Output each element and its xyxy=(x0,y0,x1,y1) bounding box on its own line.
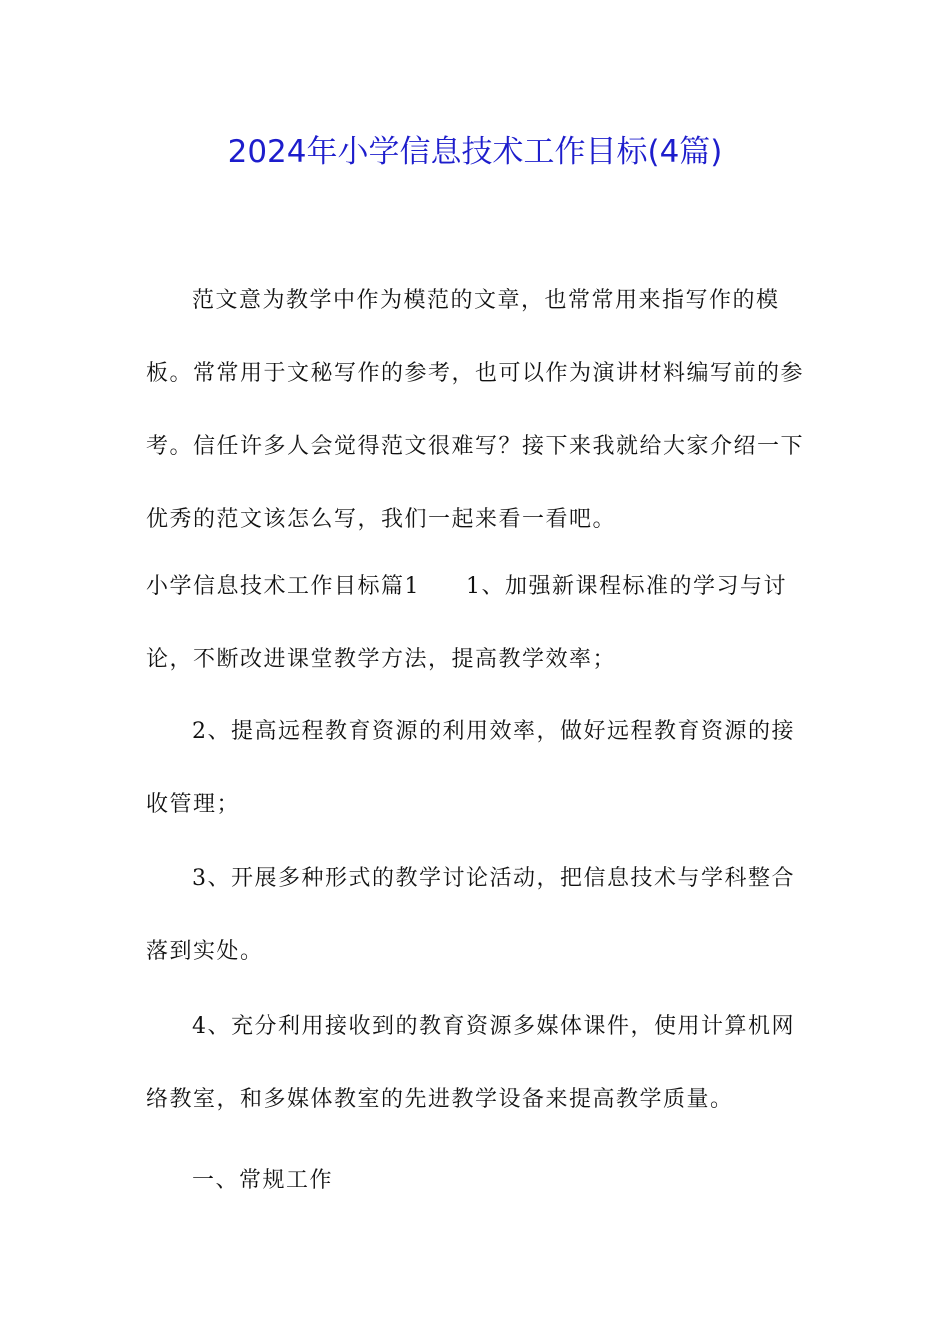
routine-work-heading: 一、常规工作 xyxy=(192,1168,334,1193)
intro-paragraph: 范文意为教学中作为模范的文章，也常常用来指写作的模板。常常用于文秘写作的参考，也可以作为演讲材料编写前的参考。信任许多人会觉得范文很难写？接下来我就给大家介绍一下优秀的范文该怎么写，我们一起来看一看吧。 xyxy=(146,288,805,532)
section-1-paragraph xyxy=(146,550,810,696)
item-2-paragraph: 2、提高远程教育资源的利用效率，做好远程教育资源的接收管理； xyxy=(146,719,795,817)
item-3-paragraph: 3、开展多种形式的教学讨论活动，把信息技术与学科整合落到实处。 xyxy=(146,866,795,964)
item-1-text: 1、加强新课程标准的学习与讨论，不断改进课堂教学方法，提高教学效率； xyxy=(146,574,787,672)
document-title: 2024年小学信息技术工作目标(4篇) xyxy=(227,134,723,170)
section-1-label: 小学信息技术工作目标篇1 xyxy=(146,574,420,599)
item-4-paragraph: 4、充分利用接收到的教育资源多媒体课件，使用计算机网络教室，和多媒体教室的先进教学设备来提高教学质量。 xyxy=(146,1014,795,1112)
